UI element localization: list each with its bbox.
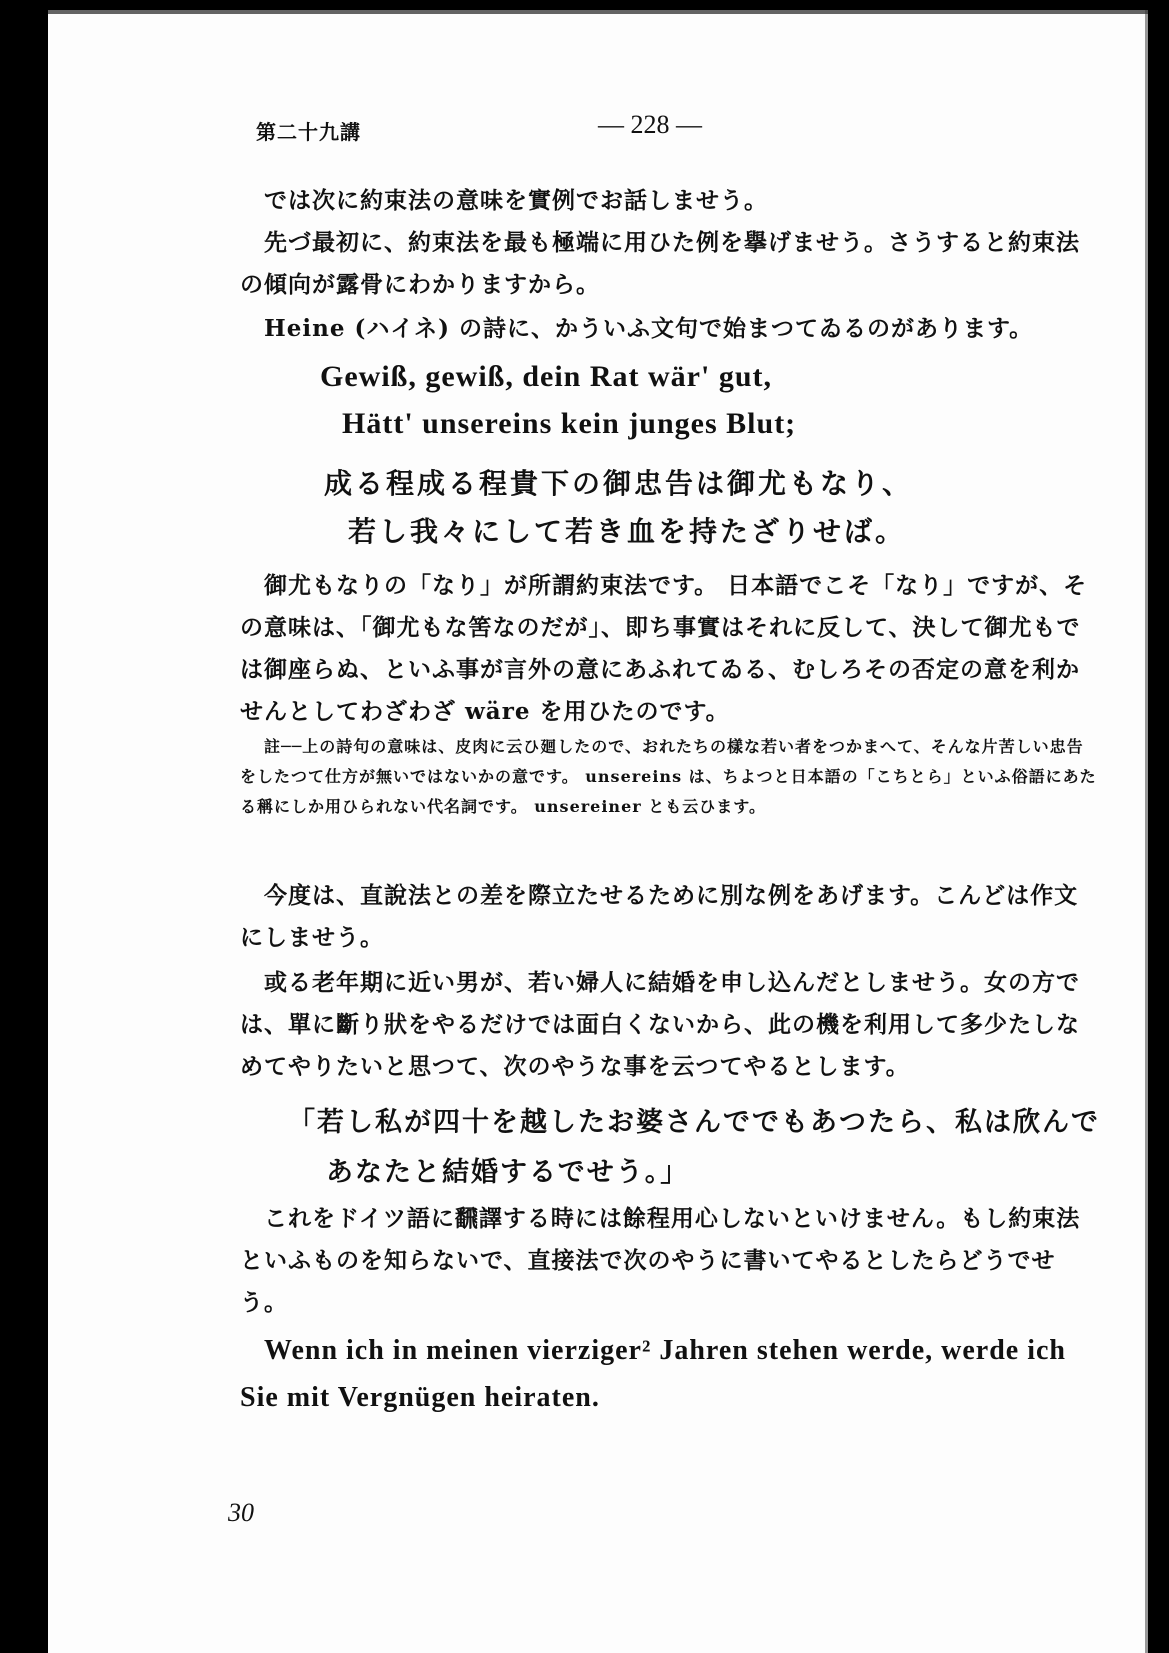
page-number: — 228 — bbox=[598, 110, 702, 139]
german-verse-line-2: Hätt' unsereins kein junges Blut; bbox=[342, 407, 797, 440]
page-content bbox=[48, 10, 1148, 1653]
german-sentence-line-1: Wenn ich in meinen vierziger² Jahren stehen werde, werde ich bbox=[264, 1335, 1066, 1366]
quote-line-2: あなたと結婚するでせう。」 bbox=[326, 1157, 690, 1188]
german-sentence-line-2: Sie mit Vergnügen heiraten. bbox=[240, 1382, 600, 1413]
paragraph-1: では次に約束法の意味を實例でお話しませう。 bbox=[264, 187, 768, 214]
footer-page-number: 30 bbox=[228, 1498, 254, 1527]
paragraph-7: これをドイツ語に飜譯する時には餘程用心しないといけません。もし約束法といふものを知らないで、直接法で次のやうに書いてやるとしたらどうでせう。 bbox=[240, 1205, 1081, 1316]
paragraph-6: 或る老年期に近い男が、若い婦人に結婚を申し込んだとしませう。女の方では、單に斷り狀をやるだけでは面白くないから、此の機を利用して多少たしなめてやりたいと思つて、次のやうな事を云つてやるとします。 bbox=[240, 969, 1080, 1080]
japanese-verse-line-1: 成る程成る程貴下の御忠告は御尤もなり、 bbox=[324, 467, 914, 500]
german-verse-line-1: Gewiß, gewiß, dein Rat wär' gut, bbox=[320, 360, 772, 393]
paragraph-5: 今度は、直說法との差を際立たせるために別な例をあげます。こんどは作文にしませう。 bbox=[240, 882, 1079, 951]
quote-line-1: 「若し私が四十を越したお婆さんででもあつたら、私は欣んで bbox=[288, 1107, 1100, 1138]
paragraph-3: Heine (ハイネ) の詩に、かういふ文句で始まつてゐるのがあります。 bbox=[264, 315, 1034, 342]
book-page bbox=[48, 10, 1148, 1653]
paragraph-4: 御尤もなりの「なり」が所謂約束法です。 日本語でこそ「なり」ですが、その意味は、「御尤もな筈なのだが」、即ち事實はそれに反して、決して御尤もでは御座らぬ、といふ事が言外の意にあふれてゐる、むしろその否定の意を利かせんとしてわざわざ wäre を用ひたのです。 bbox=[240, 572, 1088, 725]
paragraph-2: 先づ最初に、約束法を最も極端に用ひた例を擧げませう。さうすると約束法の傾向が露骨にわかりますから。 bbox=[240, 229, 1080, 298]
footnote: 註──上の詩句の意味は、皮肉に云ひ廻したので、おれたちの樣な若い者をつかまへて、そんな片苦しい忠告をしたつて仕方が無いではないかの意です。 unsereins は、ちよつと日本語の「こちとら」といふ俗語にあたる稱にしか用ひられない代名詞です。 unsereiner とも云ひます。 bbox=[240, 737, 1097, 816]
japanese-verse-line-2: 若し我々にして若き血を持たざりせば。 bbox=[348, 515, 907, 548]
chapter-heading: 第二十九講 bbox=[256, 120, 361, 144]
